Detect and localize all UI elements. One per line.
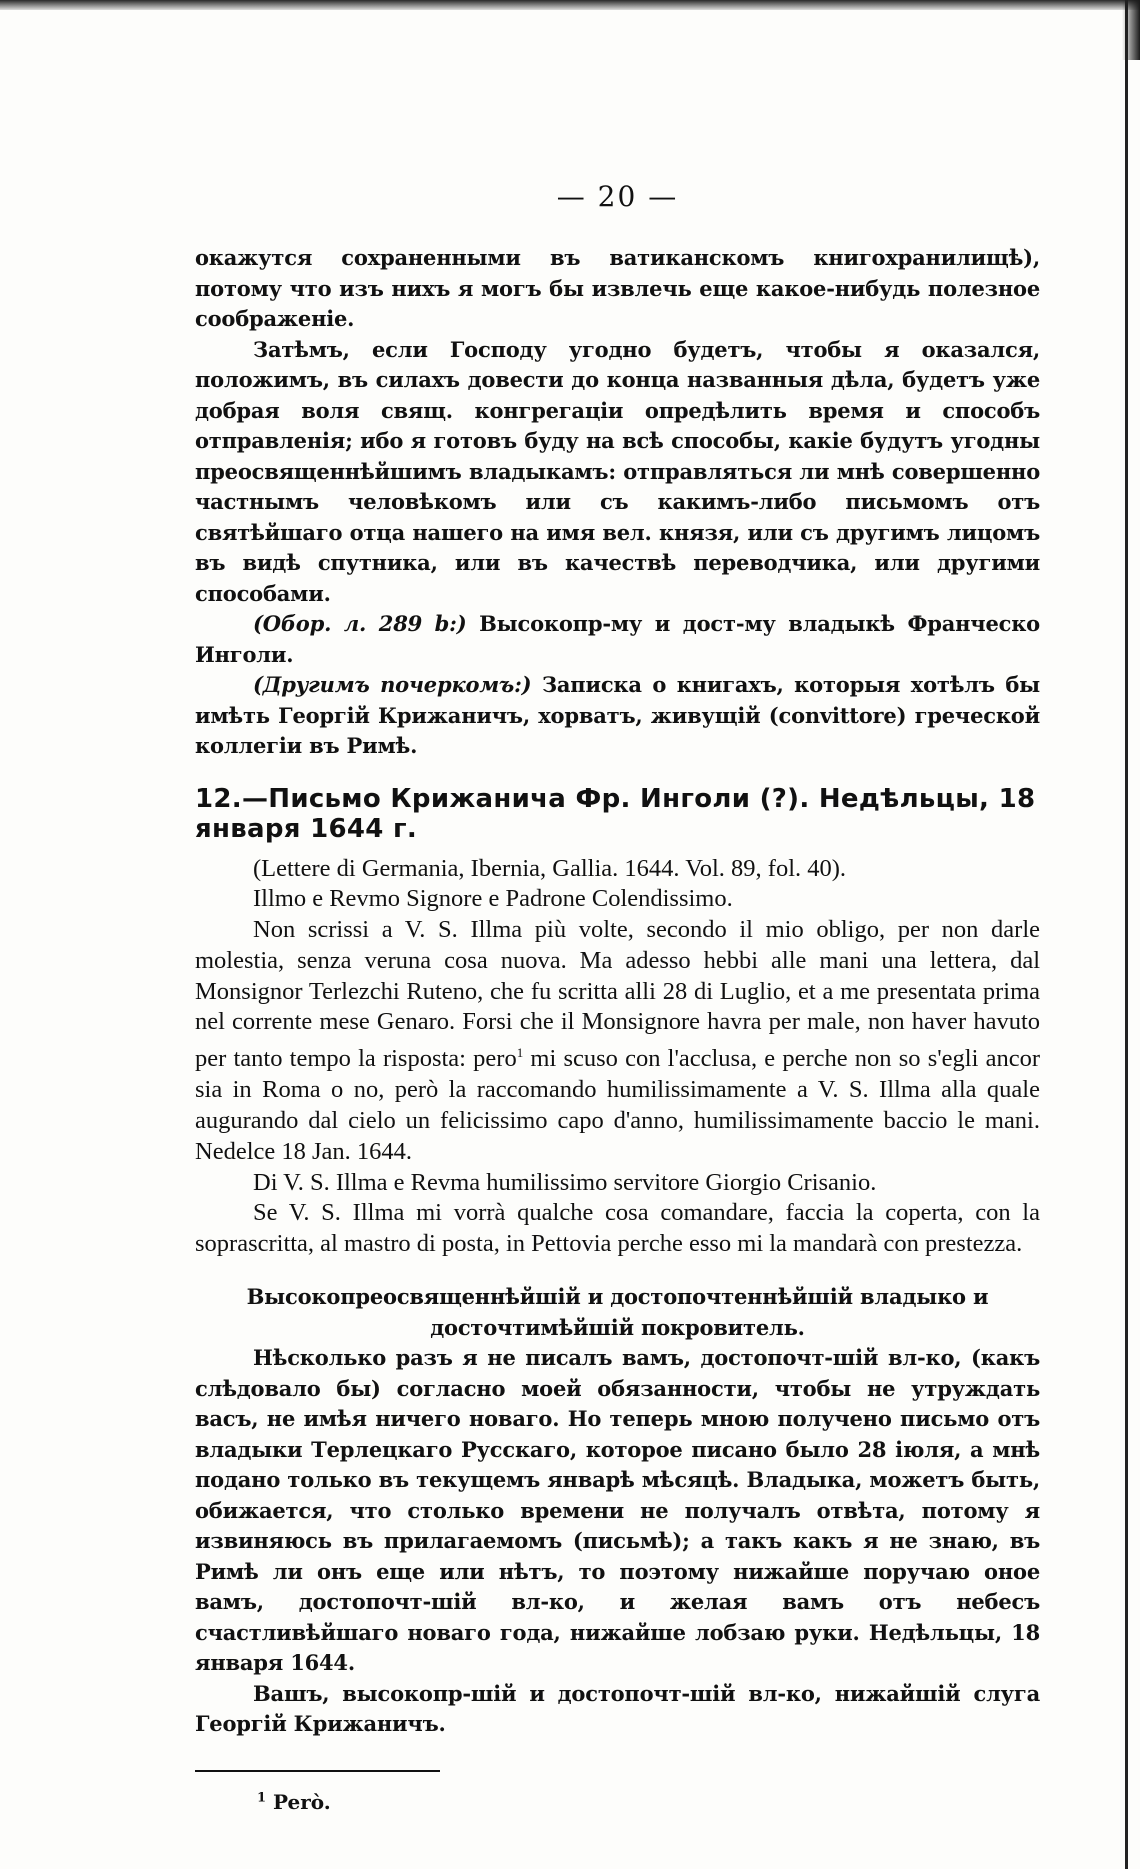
paragraph-verso-note (195, 609, 1040, 670)
translation-body: Нѣсколько разъ я не писалъ вамъ, достопочт-шій вл-ко, (какъ слѣдовало бы) согласно моей обязанности, чтобы не утруждать васъ, не имѣя ничего новаго. Но теперь мною получено письмо отъ владыки Терлецкаго Русскаго, которое писано было 28 іюля, а мнѣ подано только въ текущемъ январѣ мѣсяцѣ. Владыка, можетъ быть, обижается, что столько времени не получалъ отвѣта, потому я извиняюсь въ прилагаемомъ (письмѣ); а такъ какъ я не знаю, въ Римѣ ли онъ еще или нѣтъ, то поэтому нижайше поручаю оное вамъ, достопочт-шій вл-ко, и желая вамъ отъ небесъ счастливѣйшаго новаго года, нижайше лобзаю руки. Недѣльцы, 18 января 1644. (195, 1345, 1040, 1676)
latin-body (195, 915, 1040, 1168)
footnote (195, 1790, 1040, 1814)
translation-address: Высокопреосвященнѣйшій и достопочтеннѣйшій владыко и досточтимѣйшій покровитель. (246, 1284, 989, 1340)
scan-edge-right (1125, 0, 1128, 1869)
page-body (195, 180, 1040, 1814)
latin-postscript: Se V. S. Illma mi vorrà qualche cosa comandare, faccia la coperta, con la soprascritta, al mastro di posta, in Pettovia perche esso mi la mandarà con prestezza. (195, 1199, 1040, 1258)
page-number: — 20 — (556, 180, 679, 213)
section-heading: 12.—Письмо Крижанича Фр. Инголи (?). Недѣльцы, 18 января 1644 г. (195, 783, 1036, 844)
footnote-mark: 1 (257, 1789, 267, 1805)
other-hand-text: Записка о книгахъ, которыя хотѣлъ бы имѣть Георгій Крижаничъ, хорватъ, живущій (convittore) греческой коллегіи въ Римѣ. (195, 672, 1040, 758)
other-hand-label: (Другимъ почеркомъ:) (253, 672, 532, 697)
scan-edge-top (0, 0, 1140, 10)
paragraph-congregation: Затѣмъ, если Господу угодно будетъ, чтобы я оказался, положимъ, въ силахъ довести до конца названныя дѣла, будетъ уже добрая воля свящ. конгрегаціи опредѣлить время и способъ отправленія; ибо я готовъ буду на всѣ способы, какіе будутъ угодны преосвященнѣйшимъ владыкамъ: отправляться ли мнѣ совершенно частнымъ человѣкомъ или съ какимъ-либо письмомъ отъ святѣйшаго отца нашего на имя вел. князя, или съ другимъ лицомъ въ видѣ спутника, или въ качествѣ переводчика, или другими способами. (195, 336, 1040, 606)
verso-text: Высокопр-му и дост-му владыкѣ Франческо Инголи. (195, 611, 1040, 667)
latin-body-b: mi scuso con l'acclusa, e perche non so s'egli ancor sia in Roma o no, però la raccomando humilissimamente a V. S. Illma alla quale augurando dal cielo un felicissimo capo d'anno, humilissimamente baccio le mani. Nedelce 18 Jan. 1644. (195, 1045, 1040, 1165)
latin-body-a: Non scrissi a V. S. Illma più volte, secondo il mio obligo, per non darle molestia, senza veruna cosa nuova. Ma adesso hebbi alle mani una lettera, dal Monsignor Terlezchi Ruteno, che fu scritta alli 28 di Luglio, et a me presentata prima nel corrente mese Genaro. Forsi che il Monsignore havra per male, non haver havuto per tanto tempo la risposta: pero (195, 916, 1040, 1073)
latin-signature: Di V. S. Illma e Revma humilissimo servitore Giorgio Crisanio. (253, 1168, 877, 1196)
latin-source: (Lettere di Germania, Ibernia, Gallia. 1644. Vol. 89, fol. 40). (253, 854, 847, 882)
translation-signature: Вашъ, высокопр-шій и достопочт-шій вл-ко, нижайшій слуга Георгій Крижаничъ. (195, 1680, 1040, 1737)
paragraph-other-hand (195, 670, 1040, 762)
footnote-ref: 1 (516, 1045, 524, 1061)
latin-salutation: Illmo e Revmo Signore e Padrone Colendissimo. (253, 885, 733, 913)
verso-label: (Обор. л. 289 b:) (253, 611, 467, 636)
footnote-text: Però. (266, 1789, 331, 1814)
footnote-divider (195, 1770, 440, 1772)
scan-edge-corner (1122, 0, 1140, 60)
paragraph-continuation: окажутся сохраненными въ ватиканскомъ книгохранилищѣ), потому что изъ нихъ я могъ бы извлечь еще какое-нибудь полезное соображеніе. (195, 245, 1040, 331)
